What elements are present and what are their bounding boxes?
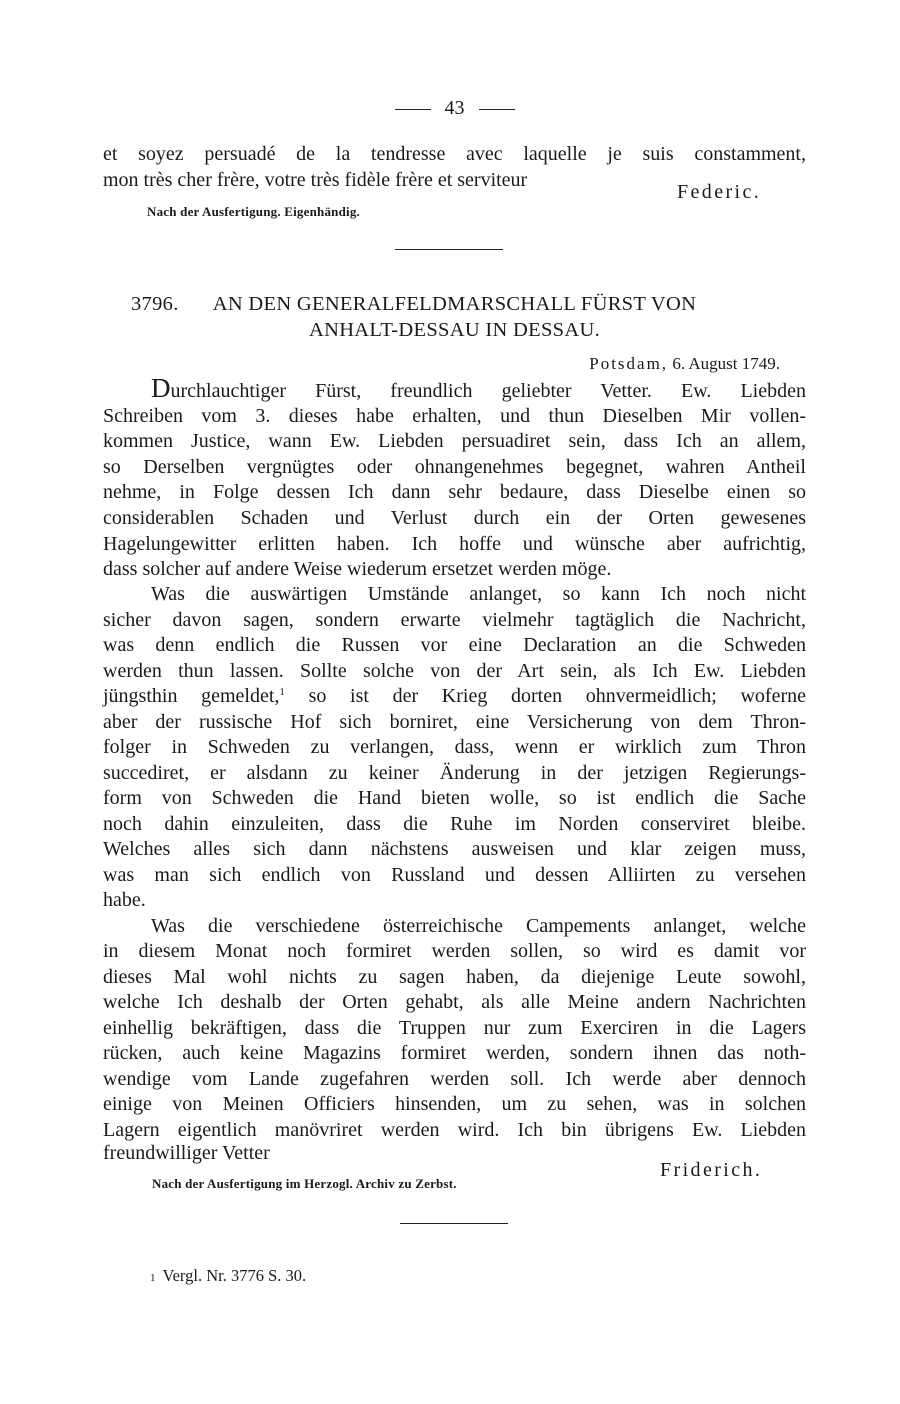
paragraph-line: sicher davon sagen, sondern erwarte vielmehr tagtäglich die Nachricht, (103, 609, 806, 631)
date-rest: 6. August 1749. (672, 354, 780, 373)
paragraph-line: form von Schweden die Hand bieten wolle, so ist endlich die Sache (103, 787, 806, 809)
footnote-text: Vergl. Nr. 3776 S. 30. (162, 1266, 307, 1285)
paragraph-line: welche Ich deshalb der Orten gehabt, als alle Meine andern Nachrichten (103, 991, 806, 1013)
page-header (103, 97, 806, 120)
paragraph-line: noch dahin einzuleiten, dass die Ruhe im Norden conserviret bleibe. (103, 813, 806, 835)
prev-letter-signature: Federic. (677, 181, 762, 203)
paragraph-line: Schreiben vom 3. dieses habe erhalten, und thun Dieselben Mir vollen- (103, 405, 806, 427)
paragraph-line: einige von Meinen Officiers hinsenden, um zu sehen, was in solchen (103, 1093, 806, 1115)
prev-letter-line: mon très cher frère, votre très fidèle frère et serviteur (103, 169, 528, 191)
paragraph-line: nehme, in Folge dessen Ich dann sehr bedaure, dass Dieselbe einen so (103, 481, 806, 503)
paragraph-line: jüngsthin gemeldet,$^1$ so ist der Krieg dorten ohnvermeidlich; woferne (103, 685, 806, 707)
paragraph-line: rücken, auch keine Magazins formiret werden, sondern ihnen das noth- (103, 1042, 806, 1064)
paragraph-line: Was die auswärtigen Umstände anlanget, so kann Ich noch nicht (151, 583, 806, 605)
paragraph-line: succediret, er alsdann zu keiner Änderung in der jetzigen Regierungs- (103, 762, 806, 784)
letter-title-line2: ANHALT-DESSAU IN DESSAU. (308, 319, 600, 341)
letter-title (103, 291, 806, 317)
paragraph-line: freundwilliger Vetter (103, 1142, 270, 1164)
prev-letter-line: et soyez persuadé de la tendresse avec laquelle je suis constamment, (103, 143, 806, 165)
paragraph-line: aber der russische Hof sich borniret, eine Versicherung von dem Thron- (103, 711, 806, 733)
paragraph-line: Hagelungewitter erlitten haben. Ich hoffe und wünsche aber aufrichtig, (103, 533, 806, 555)
paragraph-line: Durchlauchtiger Fürst, freundlich geliebter Vetter. Ew. Liebden (151, 373, 806, 403)
paragraph-line: dieses Mal wohl nichts zu sagen haben, da diejenige Leute sowohl, (103, 966, 806, 988)
paragraph-line: was man sich endlich von Russland und dessen Alliirten zu versehen (103, 864, 806, 886)
date-place: Potsdam, (589, 354, 669, 373)
footnote-mark: 1 (150, 1272, 156, 1284)
paragraph-line: Welches alles sich dann nächstens ausweisen und klar zeigen muss, (103, 838, 806, 860)
prev-letter-source: Nach der Ausfertigung. Eigenhändig. (147, 204, 360, 219)
paragraph-line: was denn endlich die Russen vor eine Declaration an die Schweden (103, 634, 806, 656)
header-dash-left (395, 109, 431, 110)
paragraph-line: Was die verschiedene österreichische Campements anlanget, welche (151, 915, 806, 937)
paragraph-line: habe. (103, 889, 146, 911)
letter-title-line1: AN DEN GENERALFELDMARSCHALL FÜRST VON (212, 293, 697, 315)
section-divider (395, 249, 503, 250)
paragraph-line: Lagern eigentlich manövriret werden wird. Ich bin übrigens Ew. Liebden (103, 1119, 806, 1141)
initial-letter: D (151, 373, 171, 403)
paragraph-line: considerablen Schaden und Verlust durch ein der Orten gewesenes (103, 507, 806, 529)
paragraph-line: einhellig bekräftigen, dass die Truppen nur zum Exerciren in die Lagers (103, 1017, 806, 1039)
footnote-divider (400, 1223, 508, 1224)
letter-signature: Friderich. (660, 1159, 763, 1181)
header-dash-right (479, 109, 515, 110)
paragraph-line: in diesem Monat noch formiret werden sollen, so wird es damit vor (103, 940, 806, 962)
letter-source: Nach der Ausfertigung im Herzogl. Archiv zu Zerbst. (152, 1176, 457, 1191)
footnote (150, 1266, 306, 1286)
page-number: 43 (444, 97, 465, 119)
paragraph-line: so Derselben vergnügtes oder ohnangenehmes begegnet, wahren Antheil (103, 456, 806, 478)
paragraph-line: dass solcher auf andere Weise wiederum ersetzet werden möge. (103, 558, 612, 580)
letter-number: 3796. (131, 293, 179, 315)
page (103, 0, 806, 1404)
paragraph-line: werden thun lassen. Sollte solche von der Art sein, als Ich Ew. Liebden (103, 660, 806, 682)
paragraph-line: kommen Justice, wann Ew. Liebden persuadiret sein, dass Ich an allem, (103, 430, 806, 452)
paragraph-line: wendige vom Lande zugefahren werden soll. Ich werde aber dennoch (103, 1068, 806, 1090)
letter-dateline (103, 354, 780, 374)
footnote-ref: 1 (279, 686, 285, 698)
paragraph-line: folger in Schweden zu verlangen, dass, wenn er wirklich zum Thron (103, 736, 806, 758)
